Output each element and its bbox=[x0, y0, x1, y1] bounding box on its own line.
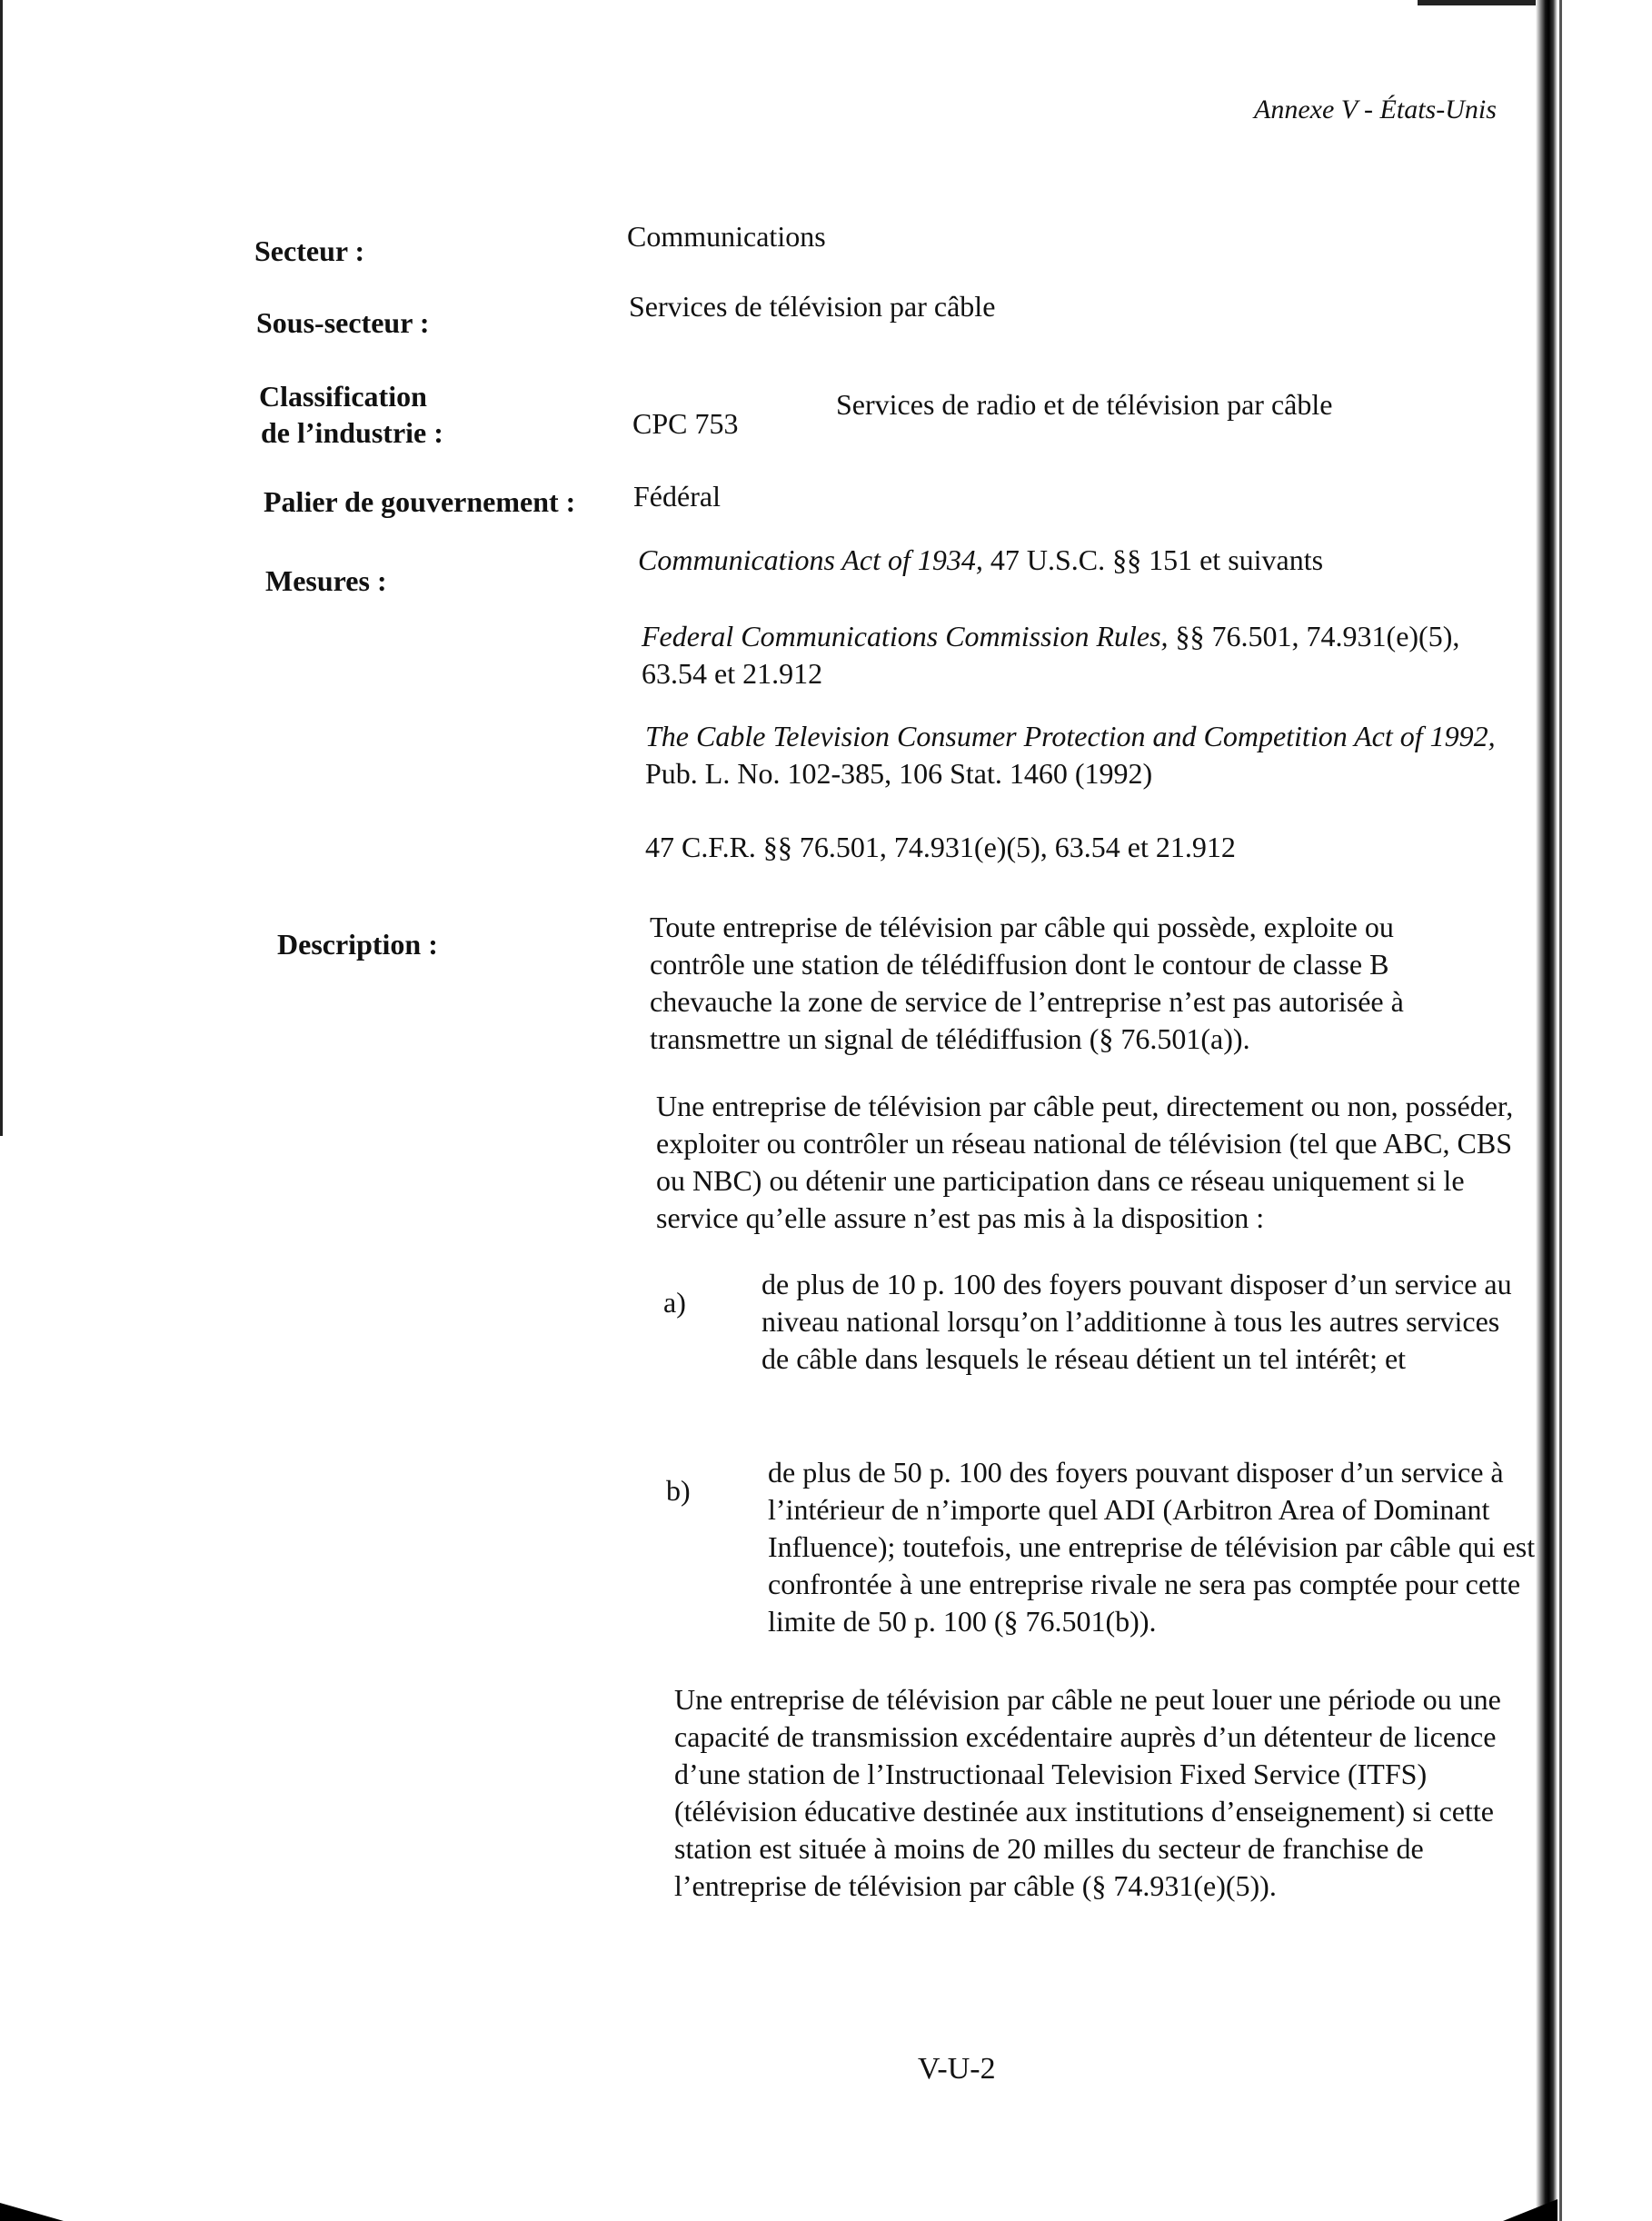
list-item-letter-b: b) bbox=[666, 1474, 691, 1507]
measure-citation: 47 U.S.C. §§ 151 et suivants bbox=[982, 543, 1324, 576]
description-paragraph-2 bbox=[656, 1088, 1519, 1237]
classification-value: Services de radio et de télévision par câble bbox=[836, 388, 1333, 421]
list-item-b bbox=[768, 1454, 1540, 1640]
sector-value: Communications bbox=[627, 220, 826, 253]
measure-citation: 47 C.F.R. §§ 76.501, 74.931(e)(5), 63.54 et 21.912 bbox=[645, 831, 1236, 863]
description-paragraph-3 bbox=[674, 1681, 1533, 1905]
subsector-label: Sous-secteur : bbox=[256, 306, 430, 339]
paragraph-text: Une entreprise de télévision par câble peut, directement ou non, posséder, exploiter ou contrôler un réseau national de télévision (tel que ABC, CBS ou NBC) ou détenir une participation dans ce réseau uniquement si le service qu’elle assure n’est pas mis à la disposition : bbox=[656, 1090, 1514, 1234]
measure-title: The Cable Television Consumer Protection and Competition Act of 1992, bbox=[645, 720, 1496, 752]
paragraph-text: Une entreprise de télévision par câble ne peut louer une période ou une capacité de transmission excédentaire auprès d’un détenteur de licence d’une station de l’Instructionaal Television Fixed Service (ITFS) (télévision éducative destinée aux institutions d’enseignement) si cette station est située à moins de 20 milles du secteur de franchise de l’entreprise de télévision par câble (§ 74.931(e)(5)). bbox=[674, 1683, 1501, 1902]
scan-edge-top bbox=[1418, 0, 1545, 5]
classification-code: CPC 753 bbox=[632, 407, 739, 440]
measure-title: Communications Act of 1934, bbox=[638, 543, 983, 576]
government-level-value: Fédéral bbox=[633, 480, 721, 513]
list-item-text: de plus de 10 p. 100 des foyers pouvant disposer d’un service au niveau national lorsqu’on l’additionne à tous les autres services de câble dans lesquels le réseau détient un tel intérêt; et bbox=[761, 1268, 1512, 1375]
classification-label-line2: de l’industrie : bbox=[261, 416, 443, 449]
scan-corner-bottom-left bbox=[0, 2203, 64, 2221]
page-number: V-U-2 bbox=[918, 2052, 996, 2086]
scan-edge-left bbox=[0, 0, 3, 1136]
list-item-a bbox=[761, 1266, 1534, 1378]
measures-label: Mesures : bbox=[265, 564, 387, 597]
scan-corner-bottom-right bbox=[1503, 2199, 1557, 2221]
description-paragraph-1 bbox=[650, 909, 1495, 1058]
measure-item bbox=[638, 542, 1510, 579]
measure-item bbox=[645, 829, 1518, 866]
measure-citation: §§ 76.501, 74.931(e)(5), 63.54 et 21.912 bbox=[642, 620, 1460, 690]
measure-citation: Pub. L. No. 102-385, 106 Stat. 1460 (1992) bbox=[645, 757, 1153, 790]
list-item-text: de plus de 50 p. 100 des foyers pouvant disposer d’un service à l’intérieur de n’importe quel ADI (Arbitron Area of Dominant Influence); toutefois, une entreprise de télévision par câble qui est confrontée à une entreprise rivale ne sera pas comptée pour cette limite de 50 p. 100 (§ 76.501(b)). bbox=[768, 1456, 1536, 1638]
measure-item bbox=[645, 718, 1518, 792]
sector-label: Secteur : bbox=[254, 234, 365, 267]
scan-binding-edge bbox=[1536, 0, 1557, 2221]
description-label: Description : bbox=[277, 928, 438, 961]
scan-binding-line bbox=[1559, 0, 1562, 2221]
measure-title: Federal Communications Commission Rules, bbox=[642, 620, 1169, 652]
government-level-label: Palier de gouvernement : bbox=[264, 485, 576, 518]
classification-label-line1: Classification bbox=[259, 380, 427, 413]
measure-item bbox=[642, 618, 1514, 692]
list-item-letter-a: a) bbox=[663, 1286, 686, 1319]
running-header: Annexe V - États-Unis bbox=[1254, 95, 1497, 124]
subsector-value: Services de télévision par câble bbox=[629, 290, 996, 323]
paragraph-text: Toute entreprise de télévision par câble qui possède, exploite ou contrôle une station de télédiffusion dont le contour de classe B chevauche la zone de service de l’entreprise n’est pas autorisée à transmettre un signal de télédiffusion (§ 76.501(a)). bbox=[650, 911, 1404, 1055]
